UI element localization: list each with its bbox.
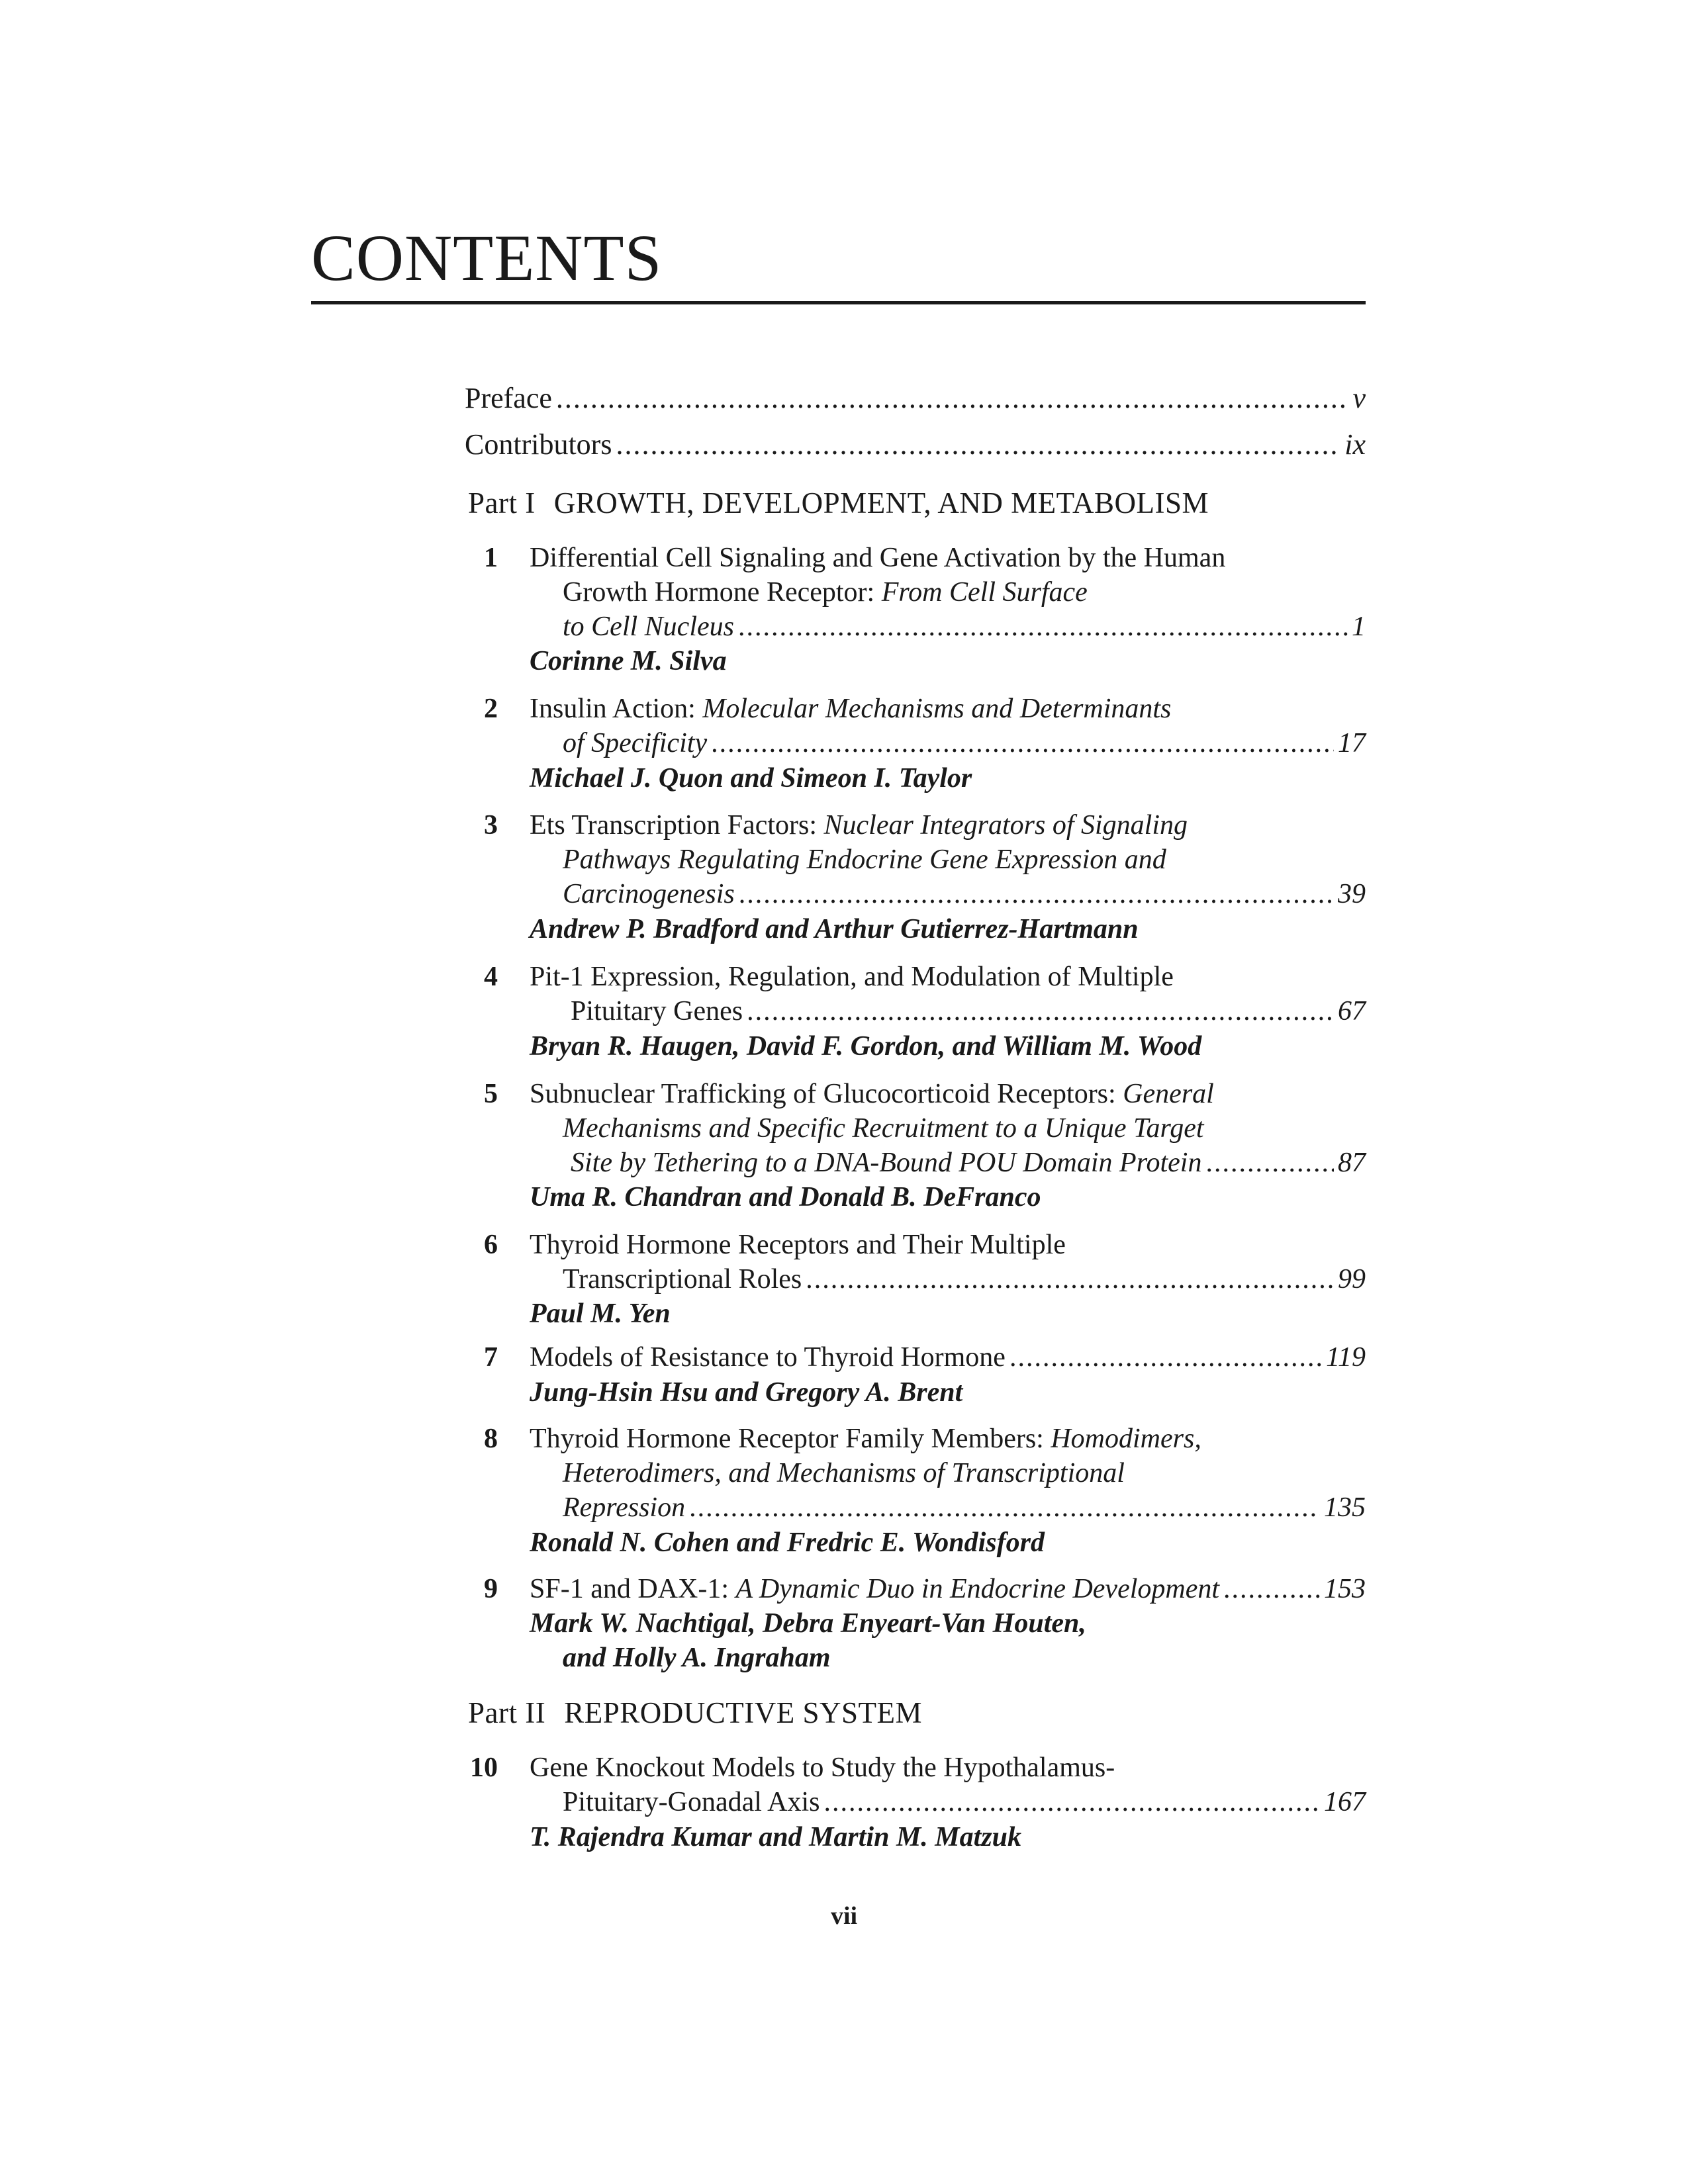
dot-leader [616,430,1340,459]
chapter-title[interactable]: Thyroid Hormone Receptor Family Members: Homodimers, [530,1424,1201,1454]
chapter-authors: Bryan R. Haugen, David F. Gordon, and William M. Wood [530,1031,1202,1062]
part-title: REPRODUCTIVE SYSTEM [564,1696,923,1729]
chapter-authors: Michael J. Quon and Simeon I. Taylor [530,763,972,794]
page-folio: vii [830,1902,858,1930]
chapter-title-cont: Transcriptional Roles ..... 99 [563,1265,1366,1293]
page-number: 17 [1338,728,1366,758]
dot-leader [823,1788,1320,1816]
page-number: 167 [1324,1787,1366,1817]
page-number: 135 [1324,1492,1366,1523]
chapter-title[interactable]: Subnuclear Trafficking of Glucocorticoid Receptors: General [530,1079,1214,1109]
page-number: 67 [1338,996,1366,1026]
chapter-authors: Mark W. Nachtigal, Debra Enyeart-Van Houten, [530,1608,1086,1639]
page-number: 153 [1324,1574,1366,1604]
chapter-authors: Uma R. Chandran and Donald B. DeFranco [530,1182,1041,1212]
chapter-title-cont: Growth Hormone Receptor: From Cell Surface [563,577,1088,608]
chapter-title-cont: of Specificity ..... 17 [563,729,1366,757]
chapter-title[interactable]: Insulin Action: Molecular Mechanisms and Determinants [530,694,1172,724]
chapter-authors: Corinne M. Silva [530,646,727,676]
part-title: GROWTH, DEVELOPMENT, AND METABOLISM [553,486,1209,520]
dot-leader [806,1265,1334,1293]
title-rule [311,301,1366,304]
chapter-number: 2 [484,694,498,724]
page-number: ix [1344,428,1366,461]
page-number: v [1352,382,1366,414]
chapter-authors-cont: and Holly A. Ingraham [563,1643,831,1673]
page-title: CONTENTS [311,221,663,295]
chapter-title-cont: Pituitary-Gonadal Axis ..... 167 [563,1788,1366,1816]
toc-entry-contributors[interactable] [465,430,1366,459]
chapter-title[interactable]: Models of Resistance to Thyroid Hormone ..... 119 [530,1343,1366,1371]
chapter-title[interactable]: Thyroid Hormone Receptors and Their Multiple [530,1230,1066,1260]
part-label: Part I [468,486,536,520]
chapter-title-cont: to Cell Nucleus ..... 1 [563,613,1366,641]
dot-leader [1205,1149,1334,1177]
chapter-number: 1 [484,543,498,573]
chapter-number: 8 [484,1424,498,1454]
dot-leader [1223,1575,1320,1603]
chapter-title-cont: Heterodimers, and Mechanisms of Transcriptional [563,1458,1125,1488]
page-number: 87 [1338,1148,1366,1178]
page-number: 39 [1338,879,1366,909]
chapter-number: 5 [484,1079,498,1109]
chapter-authors: Ronald N. Cohen and Fredric E. Wondisford [530,1527,1045,1558]
dot-leader [738,613,1348,641]
page-number: 1 [1352,612,1366,642]
chapter-number: 10 [470,1752,498,1783]
chapter-number: 4 [484,962,498,992]
chapter-authors: T. Rajendra Kumar and Martin M. Matzuk [530,1822,1022,1852]
part-label: Part II [468,1696,546,1729]
chapter-title[interactable]: Differential Cell Signaling and Gene Activation by the Human [530,543,1226,573]
dot-leader [747,997,1334,1025]
chapter-title-cont: Site by Tethering to a DNA-Bound POU Domain Protein ..... 87 [571,1149,1366,1177]
page-number: 119 [1326,1342,1366,1373]
dot-leader [739,880,1334,908]
chapter-title[interactable]: Gene Knockout Models to Study the Hypothalamus- [530,1752,1115,1783]
chapter-title[interactable]: SF-1 and DAX-1: A Dynamic Duo in Endocrine Development ..... 153 [530,1575,1366,1603]
dot-leader [689,1494,1320,1522]
chapter-title-cont: Repression ..... 135 [563,1494,1366,1522]
chapter-number: 9 [484,1574,498,1604]
chapter-authors: Paul M. Yen [530,1298,671,1329]
chapter-title[interactable]: Ets Transcription Factors: Nuclear Integrators of Signaling [530,810,1188,841]
part-heading-1 [468,488,1209,518]
chapter-title[interactable]: Pit-1 Expression, Regulation, and Modulation of Multiple [530,962,1174,992]
dot-leader [1009,1343,1322,1371]
dot-leader [711,729,1334,757]
entry-label: Contributors [465,428,612,461]
part-heading-2 [468,1698,922,1728]
chapter-authors: Andrew P. Bradford and Arthur Gutierrez-Hartmann [530,914,1139,944]
chapter-title-cont: Pathways Regulating Endocrine Gene Expression and [563,844,1166,875]
chapter-title-cont: Pituitary Genes ..... 67 [571,997,1366,1025]
chapter-authors: Jung-Hsin Hsu and Gregory A. Brent [530,1377,963,1408]
dot-leader [556,384,1349,413]
toc-entry-preface[interactable] [465,384,1366,413]
entry-label: Preface [465,382,552,414]
chapter-number: 6 [484,1230,498,1260]
chapter-title-cont: Carcinogenesis ..... 39 [563,880,1366,908]
chapter-number: 7 [484,1342,498,1373]
chapter-title-cont: Mechanisms and Specific Recruitment to a Unique Target [563,1113,1204,1144]
page-number: 99 [1338,1264,1366,1295]
chapter-number: 3 [484,810,498,841]
